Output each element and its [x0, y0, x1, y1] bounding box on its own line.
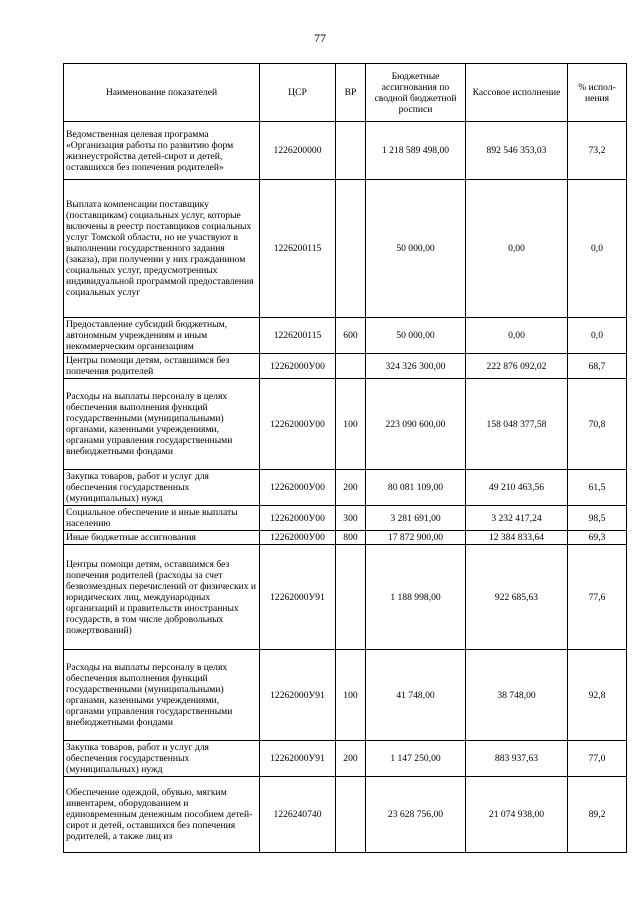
row-csr: 1226200000 [260, 122, 336, 180]
row-vr: 100 [336, 379, 366, 470]
row-allocations: 1 147 250,00 [366, 741, 466, 777]
row-vr [336, 354, 366, 379]
header-name: Наименование показателей [64, 64, 260, 122]
row-percent: 69,3 [568, 531, 627, 545]
row-execution: 883 937,63 [466, 741, 568, 777]
row-vr: 300 [336, 506, 366, 531]
row-percent: 70,8 [568, 379, 627, 470]
table-row [64, 470, 627, 506]
table-row [64, 318, 627, 354]
table-row [64, 531, 627, 545]
budget-table [63, 63, 627, 853]
row-allocations: 324 326 300,00 [366, 354, 466, 379]
row-csr: 1226200115 [260, 318, 336, 354]
table-header-row [64, 64, 627, 122]
row-allocations: 23 628 756,00 [366, 777, 466, 853]
header-execution: Кассовое исполнение [466, 64, 568, 122]
row-execution: 0,00 [466, 318, 568, 354]
row-name: Расходы на выплаты персоналу в целях обеспечения выполнения функций государственными (муниципальными) органами, казенными учреждениями, органами управления государственными внебюджетными фондами [64, 379, 260, 470]
row-csr: 12262000У00 [260, 506, 336, 531]
row-execution: 3 232 417,24 [466, 506, 568, 531]
table-row [64, 180, 627, 318]
header-percent: % испол-нения [568, 64, 627, 122]
header-allocations: Бюджетные ассигнования по сводной бюджетной росписи [366, 64, 466, 122]
table-row [64, 777, 627, 853]
table-row [64, 650, 627, 741]
table-row [64, 379, 627, 470]
row-allocations: 1 188 998,00 [366, 545, 466, 650]
row-name: Социальное обеспечение и иные выплаты населению [64, 506, 260, 531]
row-percent: 77,0 [568, 741, 627, 777]
row-csr: 12262000У91 [260, 741, 336, 777]
row-vr [336, 122, 366, 180]
row-execution: 922 685,63 [466, 545, 568, 650]
row-allocations: 41 748,00 [366, 650, 466, 741]
row-percent: 0,0 [568, 318, 627, 354]
row-csr: 12262000У91 [260, 545, 336, 650]
row-name: Ведомственная целевая программа «Организация работы по развитию форм жизнеустройства детей-сирот и детей, оставшихся без попечения родителей» [64, 122, 260, 180]
row-csr: 1226200115 [260, 180, 336, 318]
row-percent: 61,5 [568, 470, 627, 506]
row-csr: 1226240740 [260, 777, 336, 853]
row-name: Расходы на выплаты персоналу в целях обеспечения выполнения функций государственными (муниципальными) органами, казенными учреждениями, органами управления государственными внебюджетными фондами [64, 650, 260, 741]
row-csr: 12262000У00 [260, 531, 336, 545]
row-percent: 92,8 [568, 650, 627, 741]
row-allocations: 80 081 109,00 [366, 470, 466, 506]
table-row [64, 506, 627, 531]
row-percent: 73,2 [568, 122, 627, 180]
row-vr [336, 180, 366, 318]
row-name: Иные бюджетные ассигнования [64, 531, 260, 545]
row-percent: 89,2 [568, 777, 627, 853]
row-execution: 158 048 377,58 [466, 379, 568, 470]
row-execution: 222 876 092,02 [466, 354, 568, 379]
row-execution: 0,00 [466, 180, 568, 318]
row-name: Предоставление субсидий бюджетным, автономным учреждениям и иным некоммерческим организациям [64, 318, 260, 354]
row-csr: 12262000У91 [260, 650, 336, 741]
row-allocations: 3 281 691,00 [366, 506, 466, 531]
row-execution: 892 546 353,03 [466, 122, 568, 180]
table-row [64, 741, 627, 777]
row-name: Выплата компенсации поставщику (поставщикам) социальных услуг, которые включены в реестр поставщиков социальных услуг Томской области, но не участвуют в выполнении государственного задания (заказа), при получении у них гражданином социальных услуг, предусмотренных индивидуальной программой предоставления социальных услуг [64, 180, 260, 318]
row-csr: 12262000У00 [260, 470, 336, 506]
table-body [64, 122, 627, 853]
row-allocations: 223 090 600,00 [366, 379, 466, 470]
row-allocations: 17 872 900,00 [366, 531, 466, 545]
row-vr: 200 [336, 470, 366, 506]
row-vr: 200 [336, 741, 366, 777]
row-percent: 77,6 [568, 545, 627, 650]
row-vr [336, 545, 366, 650]
table-row [64, 545, 627, 650]
row-vr: 600 [336, 318, 366, 354]
row-percent: 98,5 [568, 506, 627, 531]
row-csr: 12262000У00 [260, 354, 336, 379]
row-percent: 68,7 [568, 354, 627, 379]
table-row [64, 122, 627, 180]
row-allocations: 50 000,00 [366, 318, 466, 354]
row-name: Закупка товаров, работ и услуг для обеспечения государственных (муниципальных) нужд [64, 741, 260, 777]
row-vr: 800 [336, 531, 366, 545]
row-csr: 12262000У00 [260, 379, 336, 470]
row-execution: 12 384 833,64 [466, 531, 568, 545]
row-name: Обеспечение одеждой, обувью, мягким инвентарем, оборудованием и единовременным денежным пособием детей-сирот и детей, оставшихся без попечения родителей, а также лиц из [64, 777, 260, 853]
row-allocations: 1 218 589 498,00 [366, 122, 466, 180]
row-vr [336, 777, 366, 853]
row-execution: 21 074 938,00 [466, 777, 568, 853]
row-vr: 100 [336, 650, 366, 741]
header-csr: ЦСР [260, 64, 336, 122]
row-name: Центры помощи детям, оставшимся без попечения родителей [64, 354, 260, 379]
row-execution: 49 210 463,56 [466, 470, 568, 506]
row-allocations: 50 000,00 [366, 180, 466, 318]
page-number: 77 [314, 31, 326, 45]
table-row [64, 354, 627, 379]
row-name: Центры помощи детям, оставшимся без попечения родителей (расходы за счет безвозмездных перечислений от физических и юридических лиц, международных организаций и правительств иностранных государств, в том числе добровольных пожертвований) [64, 545, 260, 650]
row-percent: 0,0 [568, 180, 627, 318]
row-name: Закупка товаров, работ и услуг для обеспечения государственных (муниципальных) нужд [64, 470, 260, 506]
row-execution: 38 748,00 [466, 650, 568, 741]
header-vr: ВР [336, 64, 366, 122]
